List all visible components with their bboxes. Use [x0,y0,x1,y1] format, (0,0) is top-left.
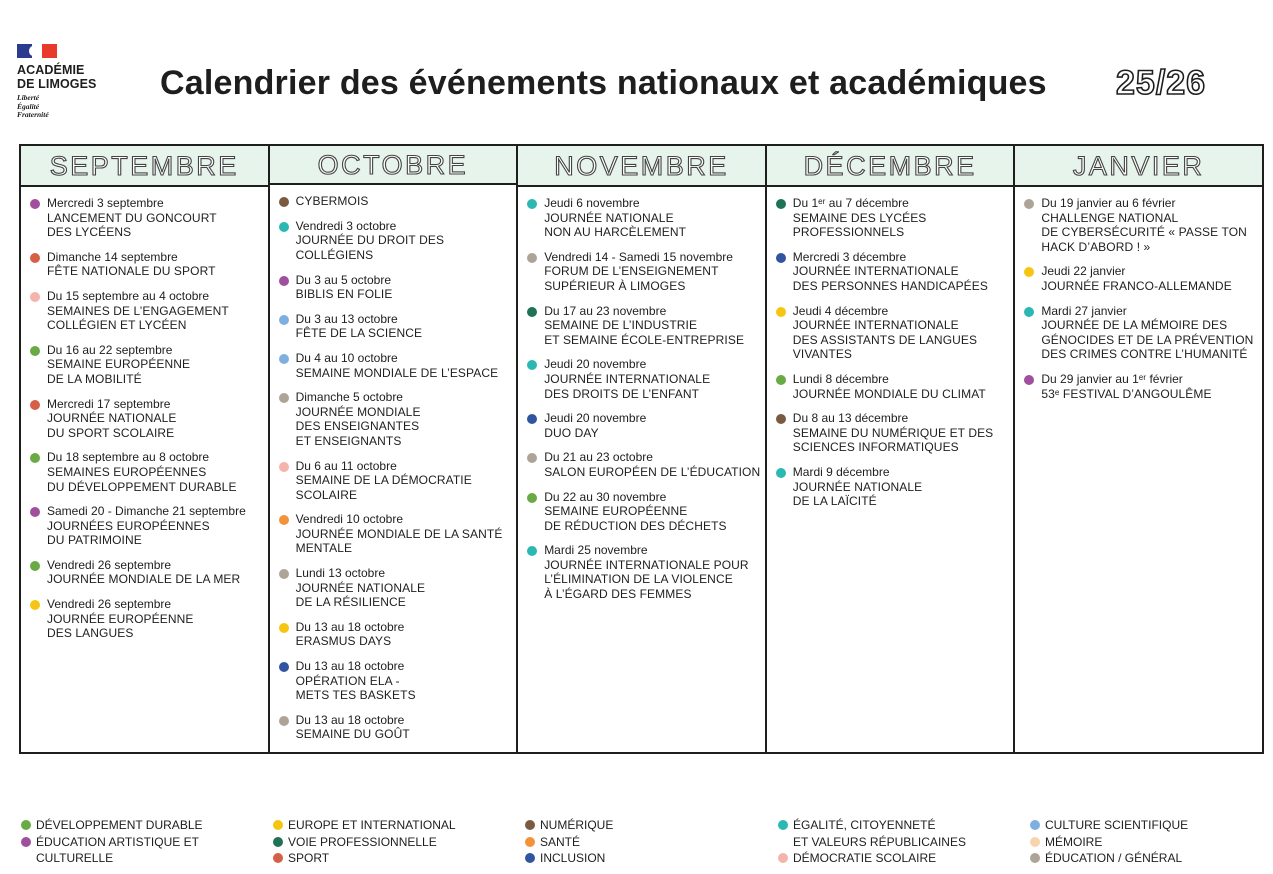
event-name: OPÉRATION ELA - METS TES BASKETS [295,673,416,703]
legend-label: SPORT [288,851,330,865]
event-name: CHALLENGE NATIONAL DE CYBERSÉCURITÉ « PASSE TON HACK D’ABORD ! » [1041,210,1247,254]
category-dot-icon [776,414,786,424]
event-name: FÊTE NATIONALE DU SPORT [47,264,216,279]
legend-item [273,834,456,851]
legend-label: EUROPE ET INTERNATIONAL [288,818,456,832]
event-date: Du 4 au 10 octobre [295,350,398,365]
category-dot-icon [279,716,289,726]
event-item [526,304,765,348]
event-name: JOURNÉE DU DROIT DES COLLÉGIENS [295,233,445,262]
legend-item [525,834,613,851]
page-title: Calendrier des événements nationaux et académiques [160,64,1047,102]
legend-label: MÉMOIRE [1045,834,1103,849]
legend-label: ÉDUCATION ARTISTIQUE ET CULTURELLE [36,834,199,865]
event-date: Mercredi 3 décembre [792,249,907,264]
event-name: DUO DAY [544,425,599,440]
legend-label: ÉDUCATION / GÉNÉRAL [1045,851,1183,865]
month-column [21,146,270,752]
category-dot-icon [279,393,289,403]
logo-name-line-1: ACADÉMIE [17,63,85,77]
event-date: Dimanche 5 octobre [295,390,403,405]
event-name: JOURNÉE NATIONALE NON AU HARCÈLEMENT [544,210,687,240]
category-dot-icon [1024,307,1034,317]
category-dot-icon [279,462,289,472]
event-name: SALON EUROPÉEN DE L’ÉDUCATION [544,464,761,479]
event-date: Dimanche 14 septembre [47,249,178,264]
motto-egalite: Égalité [17,101,40,111]
legend-item [525,850,613,867]
event-item [278,659,517,703]
event-date: Lundi 13 octobre [295,566,385,581]
event-date: Du 18 septembre au 8 octobre [47,450,210,465]
event-date: Du 15 septembre au 4 octobre [47,288,210,303]
category-dot-icon [30,400,40,410]
event-name: JOURNÉE FRANCO-ALLEMANDE [1041,278,1232,293]
event-item [278,459,517,503]
event-item [1023,196,1262,254]
legend-dot-icon [273,820,283,830]
category-dot-icon [527,493,537,503]
month-header: OCTOBRE [270,146,517,185]
event-date: Du 13 au 18 octobre [295,712,405,727]
event-name: FÊTE DE LA SCIENCE [295,326,423,341]
category-dot-icon [1024,267,1034,277]
motto-liberte: Liberté [17,93,40,102]
legend-dot-icon [778,853,788,863]
legend-dot-icon [1030,853,1040,863]
legend-item [273,850,456,867]
category-dot-icon [279,222,289,232]
legend-column [21,817,203,867]
legend-dot-icon [1030,820,1040,830]
legend-dot-icon [21,820,31,830]
event-date: Jeudi 20 novembre [544,411,647,426]
legend-item [273,817,456,834]
event-date: Mardi 27 janvier [1041,303,1127,318]
event-name: JOURNÉE INTERNATIONALE DES DROITS DE L’ENFANT [544,371,711,401]
event-item [278,566,517,610]
event-name: CYBERMOIS [295,194,369,209]
legend-dot-icon [525,820,535,830]
event-item [29,196,268,240]
legend-label: INCLUSION [540,851,606,865]
event-item [278,713,517,742]
legend-item [778,817,966,850]
legend-column [273,817,456,867]
event-date: Mercredi 3 septembre [47,196,164,210]
event-date: Vendredi 26 septembre [47,597,172,612]
academie-logo [17,44,127,120]
event-name: SEMAINE EUROPÉENNE DE RÉDUCTION DES DÉCHETS [544,504,727,533]
event-item [1023,304,1262,362]
event-item [29,397,268,441]
event-date: Lundi 8 décembre [792,371,889,386]
event-name: SEMAINE DES LYCÉES PROFESSIONNELS [792,210,927,240]
legend-label: VOIE PROFESSIONNELLE [288,834,437,849]
category-dot-icon [279,276,289,286]
event-item [278,312,517,341]
category-dot-icon [527,453,537,463]
calendar-grid [19,144,1264,754]
event-item [526,490,765,534]
category-dot-icon [279,569,289,579]
event-item [278,390,517,448]
category-dot-icon [30,346,40,356]
month-events [767,187,1014,519]
event-name: SEMAINE DE LA DÉMOCRATIE SCOLAIRE [295,473,472,502]
event-item [278,194,517,209]
category-dot-icon [30,600,40,610]
event-item [29,558,268,587]
legend-item [778,850,966,867]
category-dot-icon [279,315,289,325]
event-name: JOURNÉE MONDIALE DU CLIMAT [792,386,986,401]
event-name: JOURNÉE MONDIALE DE LA MER [47,572,241,587]
event-item [775,304,1014,362]
event-date: Mardi 25 novembre [544,543,648,558]
event-item [29,250,268,279]
event-name: SEMAINES DE L’ENGAGEMENT COLLÉGIEN ET LYCÉEN [47,303,229,333]
month-header: JANVIER [1015,146,1262,187]
event-item [526,196,765,240]
month-events [21,187,268,651]
month-column [1015,146,1262,752]
event-item [278,351,517,380]
event-item [775,250,1014,294]
category-dot-icon [776,468,786,478]
event-name: ERASMUS DAYS [295,634,392,649]
event-name: SEMAINE EUROPÉENNE DE LA MOBILITÉ [47,357,191,386]
legend-label: SANTÉ [540,834,581,849]
event-date: Du 22 au 30 novembre [544,489,667,504]
month-header: NOVEMBRE [518,146,765,187]
event-item [278,512,517,556]
event-date: Du 17 au 23 novembre [544,303,667,318]
category-dot-icon [527,253,537,263]
event-item [29,597,268,641]
category-dot-icon [279,623,289,633]
event-item [526,250,765,294]
category-dot-icon [30,292,40,302]
event-item [278,620,517,649]
legend-item [1030,850,1188,867]
event-item [29,504,268,548]
legend-dot-icon [778,820,788,830]
legend-item [1030,817,1188,834]
category-dot-icon [279,354,289,364]
month-events [518,187,765,612]
legend-column [778,817,966,867]
event-date: Mercredi 17 septembre [47,396,171,411]
legend-label: CULTURE SCIENTIFIQUE [1045,818,1189,832]
legend-column [1030,817,1188,867]
category-dot-icon [30,199,40,209]
legend-dot-icon [1030,837,1040,847]
month-column [767,146,1016,752]
legend-item [21,834,203,867]
category-dot-icon [527,546,537,556]
category-dot-icon [279,197,289,207]
event-item [775,411,1014,455]
event-name: JOURNÉE NATIONALE DE LA LAÏCITÉ [792,479,923,509]
event-date: Du 13 au 18 octobre [295,619,405,634]
legend-dot-icon [525,853,535,863]
event-name: SEMAINE DU GOÛT [295,727,410,742]
event-date: Du 29 janvier au 1ᵉʳ février [1041,371,1183,386]
event-date: Vendredi 10 octobre [295,512,404,527]
event-item [278,273,517,302]
category-dot-icon [30,253,40,263]
category-dot-icon [776,199,786,209]
event-name: BIBLIS EN FOLIE [295,287,393,302]
event-date: Vendredi 14 - Samedi 15 novembre [544,249,733,264]
logo-name [17,64,127,91]
category-dot-icon [30,561,40,571]
event-date: Du 6 au 11 octobre [295,458,397,473]
event-item [1023,372,1262,401]
category-dot-icon [776,307,786,317]
event-item [526,543,765,601]
legend-dot-icon [273,853,283,863]
logo-motto [17,94,127,120]
category-dot-icon [1024,199,1034,209]
motto-fraternite: Fraternité [17,110,49,119]
event-name: JOURNÉE MONDIALE DES ENSEIGNANTES ET ENSEIGNANTS [295,404,421,448]
event-item [775,465,1014,509]
event-item [278,219,517,263]
category-dot-icon [776,253,786,263]
event-name: JOURNÉE NATIONALE DU SPORT SCOLAIRE [47,411,177,440]
event-name: SEMAINE DU NUMÉRIQUE ET DES SCIENCES INFORMATIQUES [792,425,994,455]
event-item [29,450,268,494]
month-column [270,146,519,752]
legend-dot-icon [525,837,535,847]
category-dot-icon [30,507,40,517]
event-item [29,289,268,333]
event-date: Jeudi 22 janvier [1041,264,1126,279]
marianne-flag-icon [17,44,57,58]
event-date: Du 8 au 13 décembre [792,411,909,426]
event-name: FORUM DE L’ENSEIGNEMENT SUPÉRIEUR À LIMOGES [544,264,719,293]
category-dot-icon [527,199,537,209]
event-date: Jeudi 6 novembre [544,196,640,210]
legend-item [21,817,203,834]
category-dot-icon [279,515,289,525]
event-name: JOURNÉE EUROPÉENNE DES LANGUES [47,611,194,641]
legend-dot-icon [273,837,283,847]
event-name: SEMAINES EUROPÉENNES DU DÉVELOPPEMENT DURABLE [47,464,237,494]
event-item [526,357,765,401]
legend-column [525,817,613,867]
month-column [518,146,767,752]
school-year: 25/26 [1116,64,1207,102]
category-legend [0,817,1273,867]
category-dot-icon [527,307,537,317]
category-dot-icon [279,662,289,672]
event-name: JOURNÉE INTERNATIONALE DES ASSISTANTS DE LANGUES VIVANTES [792,318,978,362]
event-date: Du 21 au 23 octobre [544,450,653,465]
event-date: Vendredi 26 septembre [47,557,172,572]
event-date: Du 1ᵉʳ au 7 décembre [792,196,909,210]
event-date: Du 3 au 5 octobre [295,272,391,287]
month-events [1015,187,1262,411]
legend-label: ÉGALITÉ, CITOYENNETÉ ET VALEURS RÉPUBLICAINES [793,818,966,849]
event-date: Du 19 janvier au 6 février [1041,196,1176,210]
event-item [526,450,765,479]
legend-label: DÉMOCRATIE SCOLAIRE [793,851,937,865]
category-dot-icon [527,414,537,424]
event-name: SEMAINE MONDIALE DE L’ESPACE [295,365,499,380]
legend-dot-icon [21,837,31,847]
event-item [775,196,1014,240]
event-name: JOURNÉE DE LA MÉMOIRE DES GÉNOCIDES ET DE LA PRÉVENTION DES CRIMES CONTRE L’HUMANITÉ [1041,318,1254,362]
event-name: 53ᵉ FESTIVAL D’ANGOULÊME [1041,386,1212,401]
event-item [526,411,765,440]
month-header: SEPTEMBRE [21,146,268,187]
legend-label: DÉVELOPPEMENT DURABLE [36,818,203,832]
event-date: Jeudi 20 novembre [544,357,647,372]
logo-name-line-2: DE LIMOGES [17,76,97,91]
event-name: JOURNÉES EUROPÉENNES DU PATRIMOINE [47,518,210,548]
event-date: Du 3 au 13 octobre [295,311,398,326]
category-dot-icon [1024,375,1034,385]
event-name: LANCEMENT DU GONCOURT DES LYCÉENS [47,210,217,240]
category-dot-icon [776,375,786,385]
event-name: JOURNÉE NATIONALE DE LA RÉSILIENCE [295,580,426,610]
event-item [1023,264,1262,293]
event-name: JOURNÉE INTERNATIONALE POUR L’ÉLIMINATION DE LA VIOLENCE À L’ÉGARD DES FEMMES [544,557,749,602]
event-item [29,343,268,387]
event-name: JOURNÉE MONDIALE DE LA SANTÉ MENTALE [295,526,503,556]
event-date: Du 16 au 22 septembre [47,342,173,357]
event-date: Mardi 9 décembre [792,464,890,479]
event-item [775,372,1014,401]
category-dot-icon [527,360,537,370]
event-name: JOURNÉE INTERNATIONALE DES PERSONNES HANDICAPÉES [792,264,988,293]
legend-item [525,817,613,834]
month-header: DÉCEMBRE [767,146,1014,187]
legend-label: NUMÉRIQUE [540,818,614,832]
event-date: Jeudi 4 décembre [792,303,889,318]
event-date: Du 13 au 18 octobre [295,659,405,674]
event-date: Vendredi 3 octobre [295,218,397,233]
category-dot-icon [30,453,40,463]
event-date: Samedi 20 - Dimanche 21 septembre [47,504,246,519]
month-events [270,185,517,752]
legend-item [1030,834,1188,851]
event-name: SEMAINE DE L’INDUSTRIE ET SEMAINE ÉCOLE-ENTREPRISE [544,318,745,347]
